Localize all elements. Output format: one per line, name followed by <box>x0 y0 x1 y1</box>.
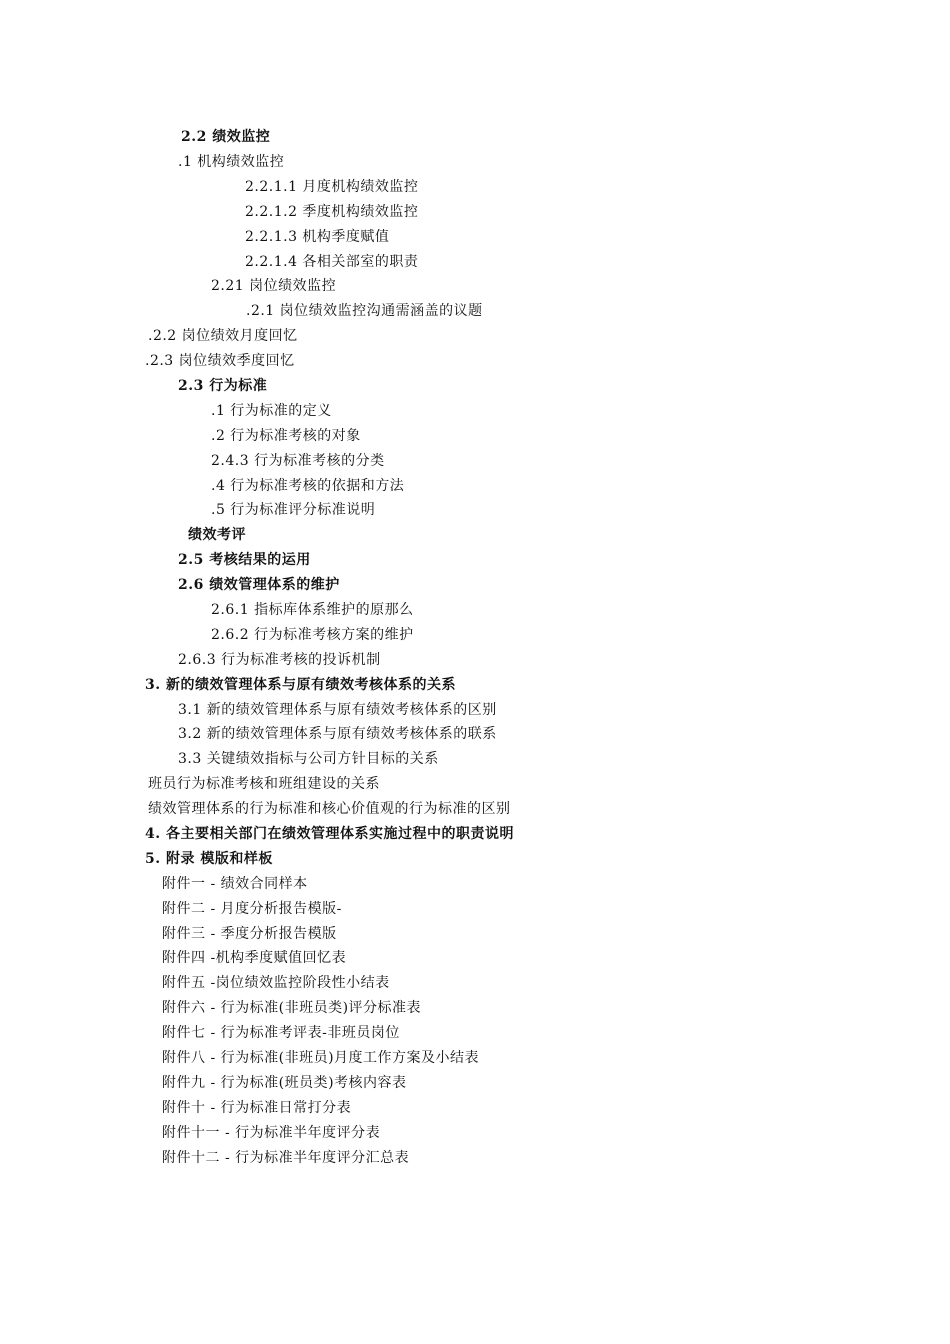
toc-item: 2.4.3 行为标准考核的分类 <box>211 453 385 469</box>
toc-item: 3.1 新的绩效管理体系与原有绩效考核体系的区别 <box>178 702 497 718</box>
toc-item: 2.6.1 指标库体系维护的原那么 <box>211 602 414 618</box>
toc-item: .2.1 岗位绩效监控沟通需涵盖的议题 <box>246 303 483 319</box>
toc-item: .4 行为标准考核的依据和方法 <box>211 478 405 494</box>
toc-item: 2.6.2 行为标准考核方案的维护 <box>211 627 414 643</box>
toc-appendix-item: 附件七 - 行为标准考评表-非班员岗位 <box>162 1025 400 1041</box>
toc-heading-3: 3. 新的绩效管理体系与原有绩效考核体系的关系 <box>145 677 456 693</box>
toc-appendix-item: 附件一 - 绩效合同样本 <box>162 876 308 892</box>
toc-heading-2-5: 2.5 考核结果的运用 <box>178 552 311 568</box>
toc-item: 2.21 岗位绩效监控 <box>211 278 337 294</box>
toc-heading-2-2: 2.2 绩效监控 <box>181 129 271 145</box>
toc-item: 2.2.1.1 月度机构绩效监控 <box>245 179 419 195</box>
toc-appendix-item: 附件十一 - 行为标准半年度评分表 <box>162 1125 381 1141</box>
toc-appendix-item: 附件十二 - 行为标准半年度评分汇总表 <box>162 1150 410 1166</box>
toc-heading-performance-review: 绩效考评 <box>188 527 246 543</box>
toc-item: 3.3 关键绩效指标与公司方针目标的关系 <box>178 751 439 767</box>
toc-item: 3.2 新的绩效管理体系与原有绩效考核体系的联系 <box>178 726 497 742</box>
toc-item: .1 行为标准的定义 <box>211 403 332 419</box>
toc-appendix-item: 附件五 -岗位绩效监控阶段性小结表 <box>162 975 390 991</box>
toc-item: .2.2 岗位绩效月度回忆 <box>148 328 298 344</box>
toc-item: .2 行为标准考核的对象 <box>211 428 361 444</box>
toc-appendix-item: 附件二 - 月度分析报告模版- <box>162 901 342 917</box>
toc-item: 绩效管理体系的行为标准和核心价值观的行为标准的区别 <box>148 801 511 817</box>
toc-appendix-item: 附件九 - 行为标准(班员类)考核内容表 <box>162 1075 407 1091</box>
toc-appendix-item: 附件十 - 行为标准日常打分表 <box>162 1100 352 1116</box>
toc-item: 班员行为标准考核和班组建设的关系 <box>148 776 380 792</box>
toc-heading-2-3: 2.3 行为标准 <box>178 378 268 394</box>
toc-heading-5: 5. 附录 模版和样板 <box>145 851 273 867</box>
toc-appendix-item: 附件四 -机构季度赋值回忆表 <box>162 950 347 966</box>
toc-item: .5 行为标准评分标准说明 <box>211 502 376 518</box>
toc-appendix-item: 附件三 - 季度分析报告模版 <box>162 926 337 942</box>
toc-item: 2.2.1.3 机构季度赋值 <box>245 229 390 245</box>
toc-item: .1 机构绩效监控 <box>178 154 285 170</box>
toc-item: 2.2.1.4 各相关部室的职责 <box>245 254 419 270</box>
toc-heading-2-6: 2.6 绩效管理体系的维护 <box>178 577 340 593</box>
toc-item: 2.6.3 行为标准考核的投诉机制 <box>178 652 381 668</box>
toc-item: 2.2.1.2 季度机构绩效监控 <box>245 204 419 220</box>
toc-appendix-item: 附件六 - 行为标准(非班员类)评分标准表 <box>162 1000 422 1016</box>
toc-heading-4: 4. 各主要相关部门在绩效管理体系实施过程中的职责说明 <box>145 826 514 842</box>
toc-item: .2.3 岗位绩效季度回忆 <box>145 353 295 369</box>
toc-appendix-item: 附件八 - 行为标准(非班员)月度工作方案及小结表 <box>162 1050 480 1066</box>
